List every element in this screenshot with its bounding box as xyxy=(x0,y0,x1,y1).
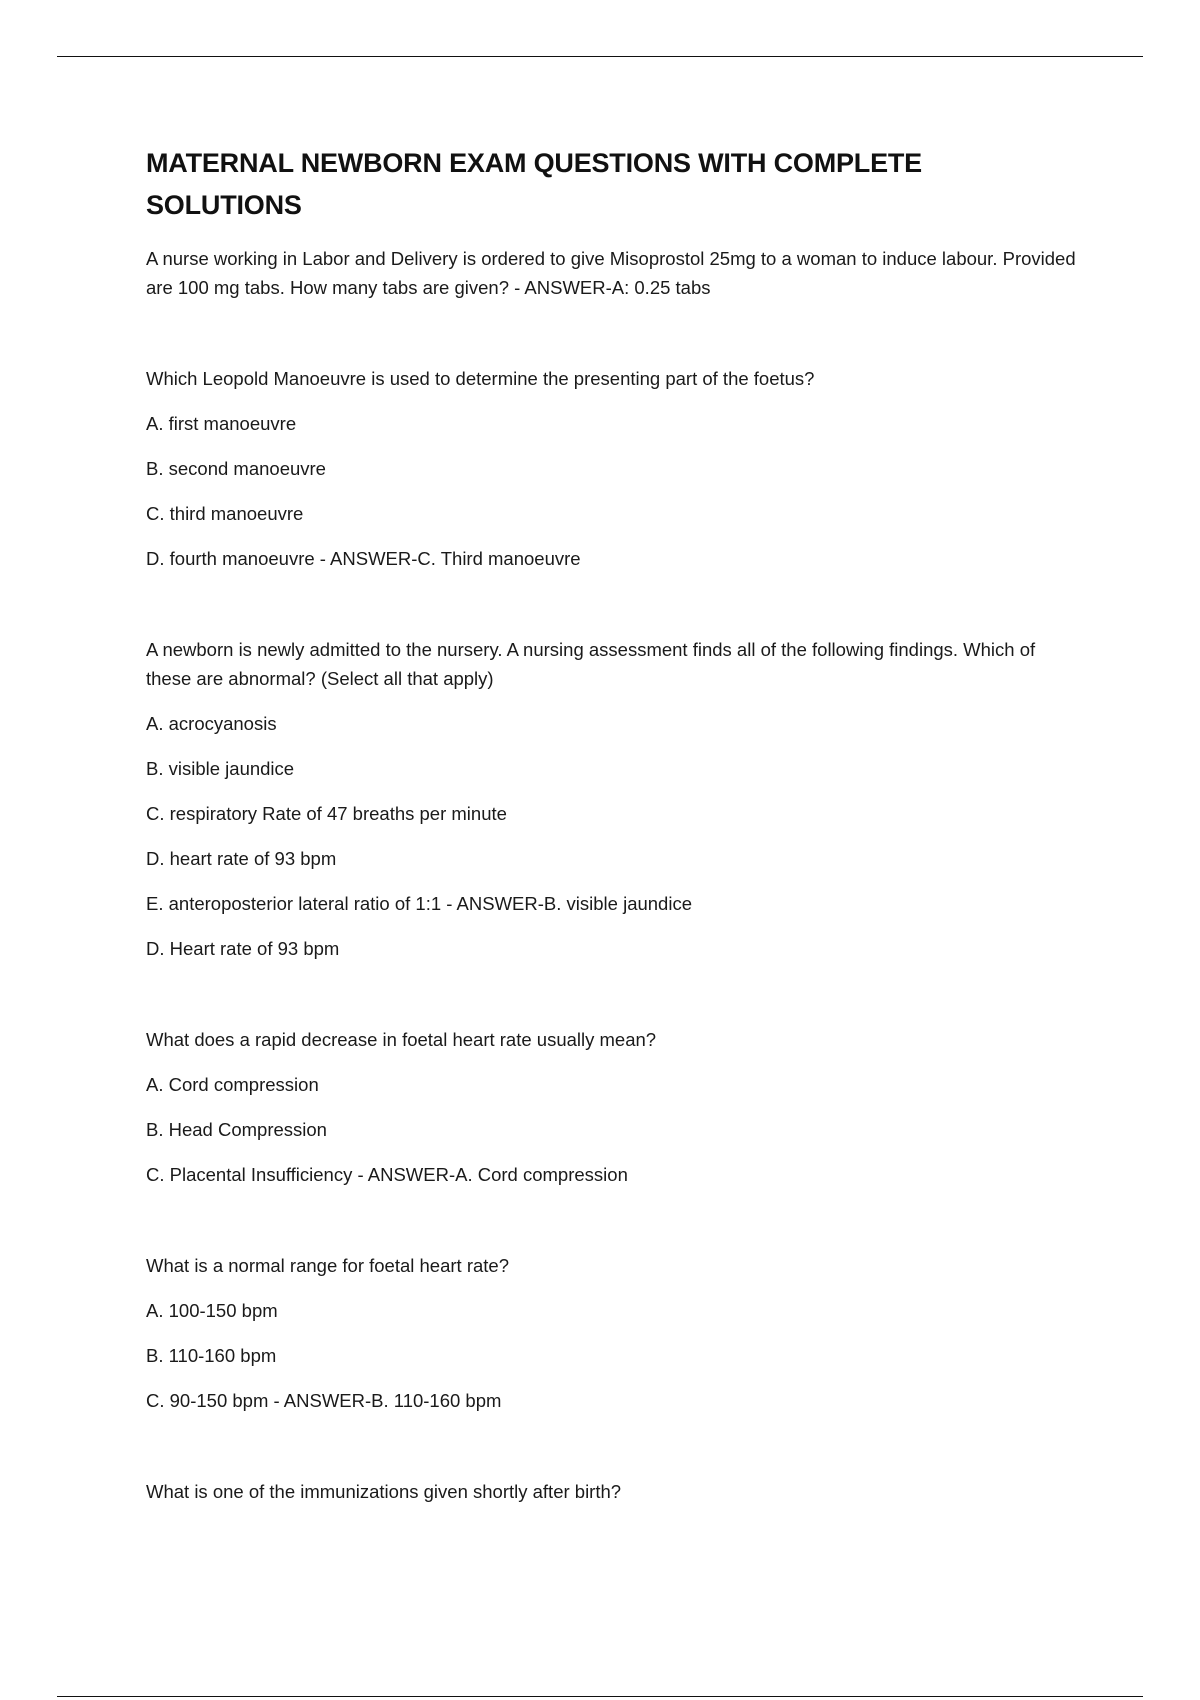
question-4 xyxy=(146,1025,1076,1189)
answer-option: A. first manoeuvre xyxy=(146,413,297,434)
answer-option: C. Placental Insufficiency - ANSWER-A. Cord compression xyxy=(146,1164,628,1185)
question-stem: A nurse working in Labor and Delivery is ordered to give Misoprostol 25mg to a woman to induce labour. Provided are 100 mg tabs. How many tabs are given? - ANSWER-A: 0.25 tabs xyxy=(146,248,1076,298)
top-rule xyxy=(57,56,1143,57)
bottom-rule xyxy=(57,1696,1143,1697)
question-stem: What is a normal range for foetal heart rate? xyxy=(146,1255,509,1276)
answer-option: E. anteroposterior lateral ratio of 1:1 - ANSWER-B. visible jaundice xyxy=(146,893,692,914)
answer-option: B. visible jaundice xyxy=(146,758,295,779)
answer-option: D. Heart rate of 93 bpm xyxy=(146,938,340,959)
question-2 xyxy=(146,364,1076,573)
answer-option: B. Head Compression xyxy=(146,1119,327,1140)
answer-option: B. second manoeuvre xyxy=(146,458,326,479)
question-3 xyxy=(146,635,1076,963)
answer-option: D. fourth manoeuvre - ANSWER-C. Third manoeuvre xyxy=(146,548,581,569)
question-1 xyxy=(146,244,1076,302)
question-stem: Which Leopold Manoeuvre is used to determine the presenting part of the foetus? xyxy=(146,368,815,389)
question-5 xyxy=(146,1251,1076,1415)
answer-option: D. heart rate of 93 bpm xyxy=(146,848,337,869)
document-title: MATERNAL NEWBORN EXAM QUESTIONS WITH COMPLETE SOLUTIONS xyxy=(146,148,922,220)
question-6 xyxy=(146,1477,1076,1506)
answer-option: A. Cord compression xyxy=(146,1074,319,1095)
answer-option: C. third manoeuvre xyxy=(146,503,304,524)
answer-option: A. acrocyanosis xyxy=(146,713,277,734)
answer-option: A. 100-150 bpm xyxy=(146,1300,278,1321)
answer-option: C. respiratory Rate of 47 breaths per minute xyxy=(146,803,507,824)
answer-option: B. 110-160 bpm xyxy=(146,1345,277,1366)
question-stem: What is one of the immunizations given shortly after birth? xyxy=(146,1481,622,1502)
answer-option: C. 90-150 bpm - ANSWER-B. 110-160 bpm xyxy=(146,1390,502,1411)
document-body xyxy=(146,142,1076,1568)
question-stem: A newborn is newly admitted to the nursery. A nursing assessment finds all of the following findings. Which of these are abnormal? (Select all that apply) xyxy=(146,639,1036,689)
question-stem: What does a rapid decrease in foetal heart rate usually mean? xyxy=(146,1029,657,1050)
